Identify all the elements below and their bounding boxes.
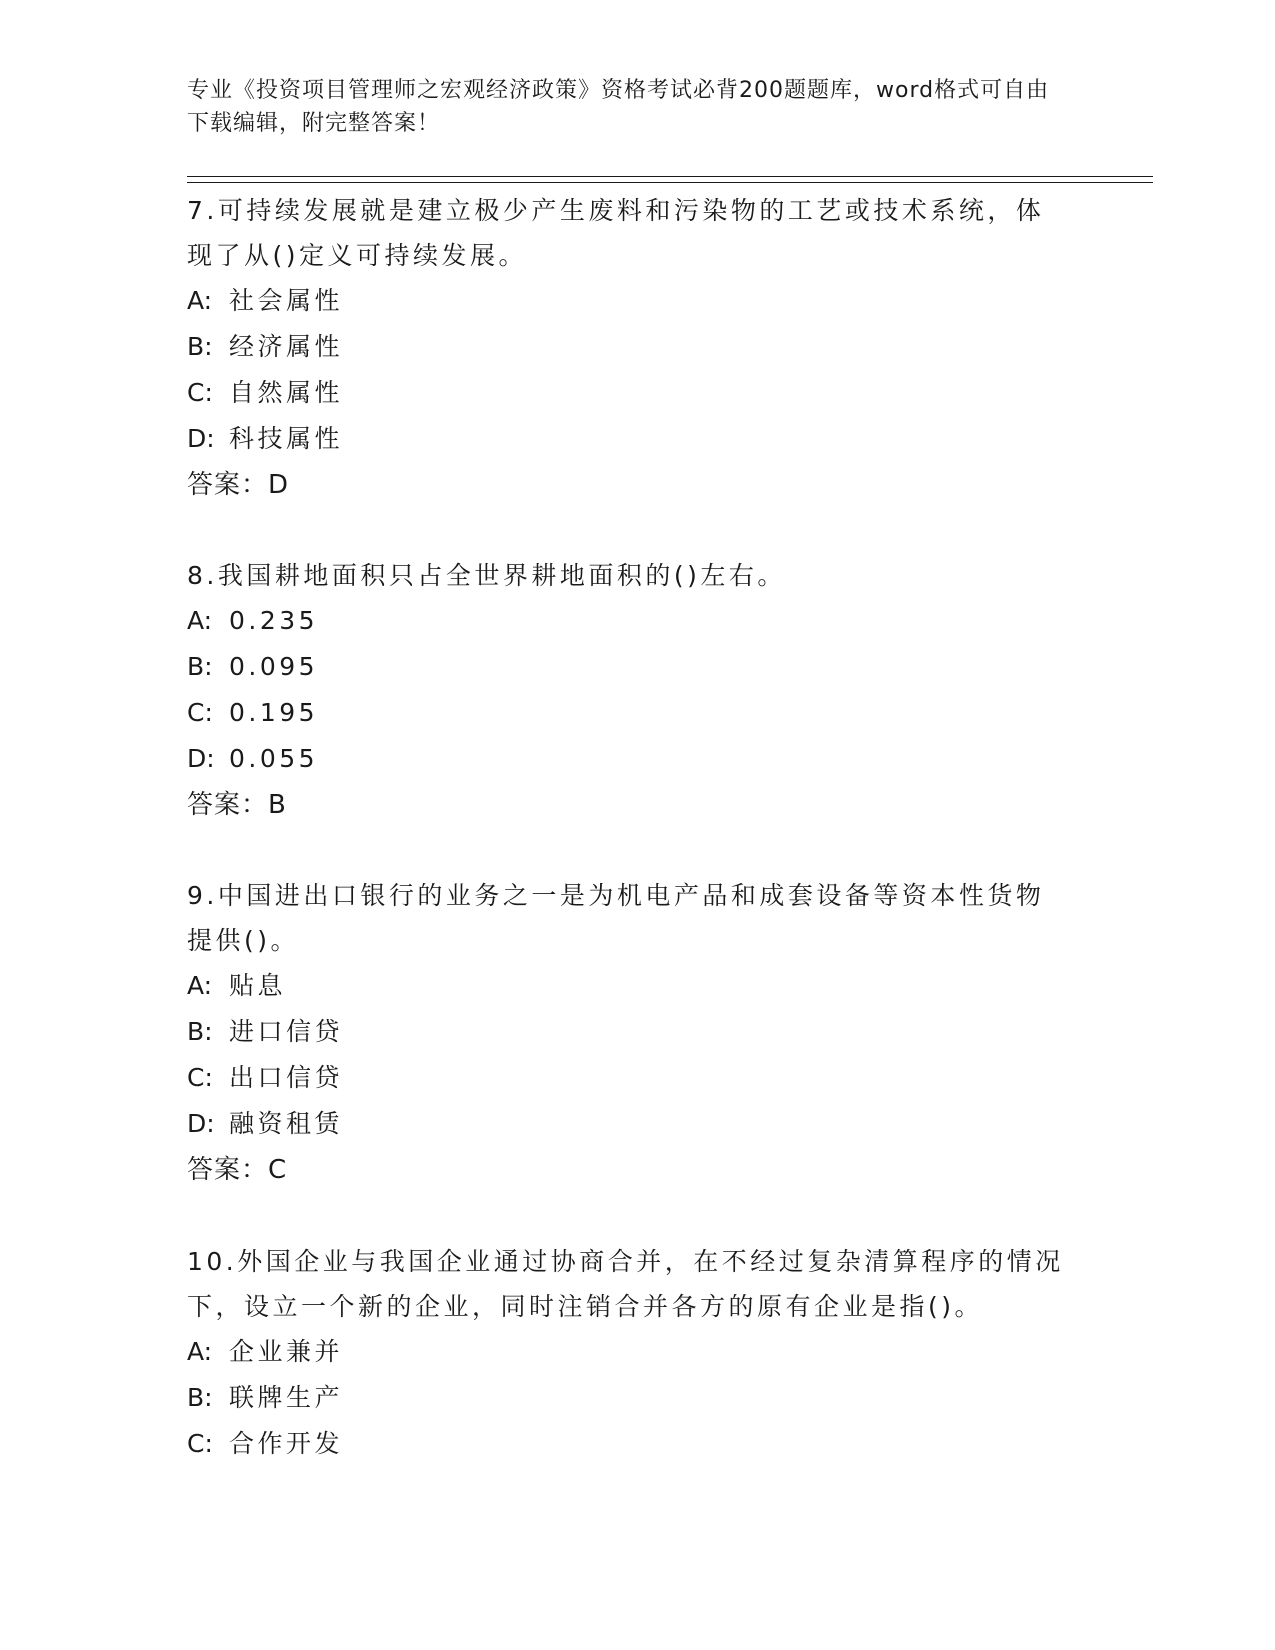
- option-text: 0.195: [229, 698, 319, 727]
- question-stem: 8.我国耕地面积只占全世界耕地面积的()左右。: [187, 561, 786, 590]
- option-letter: D:: [187, 1109, 215, 1138]
- option-a: [187, 598, 1067, 644]
- option-text: 经济属性: [229, 332, 344, 361]
- option-c: [187, 1055, 1067, 1101]
- option-letter: C:: [187, 1063, 213, 1092]
- option-letter: D:: [187, 424, 215, 453]
- question-stem: 9.中国进出口银行的业务之一是为机电产品和成套设备等资本性货物提供()。: [187, 881, 1045, 955]
- option-text: 科技属性: [229, 424, 344, 453]
- option-letter: A:: [187, 971, 213, 1000]
- option-letter: A:: [187, 286, 213, 315]
- question-stem: 7.可持续发展就是建立极少产生废料和污染物的工艺或技术系统，体现了从()定义可持续发展。: [187, 196, 1045, 270]
- option-c: [187, 370, 1067, 416]
- option-text: 0.095: [229, 652, 319, 681]
- question-stem: 10.外国企业与我国企业通过协商合并，在不经过复杂清算程序的情况下，设立一个新的企业，同时注销合并各方的原有企业是指()。: [187, 1247, 1064, 1321]
- option-text: 进口信贷: [229, 1017, 344, 1046]
- option-b: [187, 644, 1067, 690]
- option-text: 社会属性: [229, 286, 344, 315]
- question-8: [187, 553, 1067, 828]
- option-d: [187, 736, 1067, 782]
- option-text: 融资租赁: [229, 1109, 344, 1138]
- option-letter: B:: [187, 332, 213, 361]
- option-text: 合作开发: [229, 1429, 344, 1458]
- option-letter: B:: [187, 652, 213, 681]
- option-letter: A:: [187, 606, 213, 635]
- option-letter: C:: [187, 1429, 213, 1458]
- answer-line: 答案：B: [187, 790, 287, 820]
- option-d: [187, 416, 1067, 462]
- answer-line: 答案：C: [187, 1155, 288, 1185]
- option-text: 企业兼并: [229, 1337, 344, 1366]
- option-a: [187, 278, 1067, 324]
- option-text: 0.235: [229, 606, 319, 635]
- header-divider-top: [187, 176, 1153, 177]
- option-text: 0.055: [229, 744, 319, 773]
- option-b: [187, 1375, 1067, 1421]
- option-text: 出口信贷: [229, 1063, 344, 1092]
- option-b: [187, 1009, 1067, 1055]
- option-letter: C:: [187, 378, 213, 407]
- question-7: [187, 188, 1067, 508]
- option-d: [187, 1101, 1067, 1147]
- header-divider-bottom: [187, 182, 1153, 183]
- option-text: 联牌生产: [229, 1383, 344, 1412]
- option-text: 贴息: [229, 971, 287, 1000]
- option-text: 自然属性: [229, 378, 344, 407]
- option-letter: C:: [187, 698, 213, 727]
- option-letter: B:: [187, 1017, 213, 1046]
- option-letter: D:: [187, 744, 215, 773]
- option-a: [187, 963, 1067, 1009]
- option-c: [187, 1421, 1067, 1467]
- answer-line: 答案：D: [187, 470, 290, 500]
- question-9: [187, 873, 1067, 1193]
- option-c: [187, 690, 1067, 736]
- option-letter: A:: [187, 1337, 213, 1366]
- option-letter: B:: [187, 1383, 213, 1412]
- option-b: [187, 324, 1067, 370]
- question-10: [187, 1239, 1067, 1467]
- option-a: [187, 1329, 1067, 1375]
- document-header: 专业《投资项目管理师之宏观经济政策》资格考试必背200题题库，word格式可自由下载编辑，附完整答案！: [187, 78, 1050, 136]
